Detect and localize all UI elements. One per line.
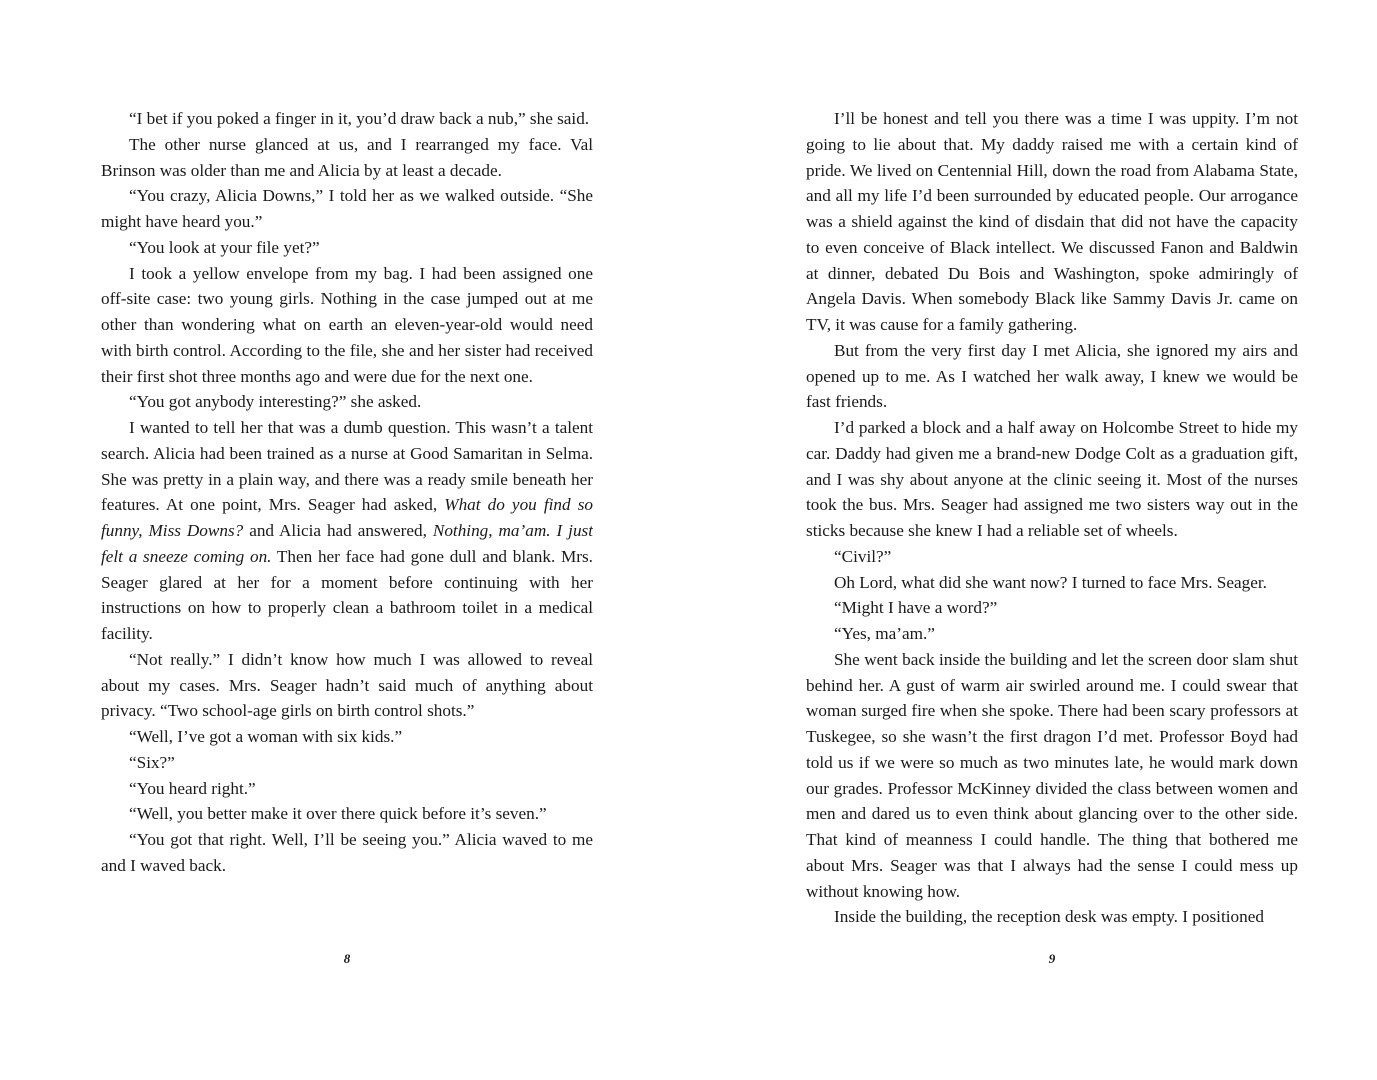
text-run: “You look at your file yet?”	[129, 237, 320, 257]
text-run: I wanted to tell her that was a dumb question. This wasn’t a talent search. Alicia had been trained as a nurse at Good Samaritan in Selma. She was pretty in a plain way, and there was a ready smile beneath her features. At one point, Mrs. Seager had asked,	[101, 418, 593, 515]
paragraph	[101, 389, 593, 415]
paragraph	[101, 132, 593, 184]
text-run: I’ll be honest and tell you there was a time I was uppity. I’m not going to lie about that. My daddy raised me with a certain kind of pride. We lived on Centennial Hill, down the road from Alabama State, and all my life I’d been surrounded by educated people. Our arrogance was a shield against the kind of disdain that did not have the capacity to even conceive of Black intellect. We discussed Fanon and Baldwin at dinner, debated Du Bois and Washington, spoke admiringly of Angela Davis. When somebody Black like Sammy Davis Jr. came on TV, it was cause for a family gathering.	[806, 109, 1298, 334]
paragraph	[806, 647, 1298, 905]
text-run: “I bet if you poked a finger in it, you’d draw back a nub,” she said.	[129, 109, 590, 128]
text-run: Then her face had gone dull and blank. Mrs. Seager glared at her for a moment before continuing with her instructions on how to properly clean a bathroom toilet in a medical facility.	[101, 546, 593, 643]
left-page	[101, 106, 593, 966]
text-run: and Alicia had answered,	[243, 521, 433, 540]
paragraph	[806, 338, 1298, 415]
text-run: “Might I have a word?”	[834, 598, 998, 618]
paragraph	[101, 106, 593, 132]
left-page-text	[101, 106, 593, 930]
paragraph	[101, 750, 593, 776]
paragraph	[101, 801, 593, 827]
text-run: “Civil?”	[834, 546, 892, 566]
paragraph	[806, 415, 1298, 544]
paragraph	[101, 415, 593, 647]
text-run: “You got anybody interesting?” she asked.	[129, 392, 422, 412]
text-run: The other nurse glanced at us, and I rearranged my face. Val Brinson was older than me and Alicia by at least a decade.	[101, 134, 593, 180]
text-run: But from the very first day I met Alicia, she ignored my airs and opened up to me. As I watched her walk away, I knew we would be fast friends.	[806, 340, 1298, 412]
right-page	[806, 106, 1298, 966]
paragraph	[101, 183, 593, 235]
text-run: Oh Lord, what did she want now? I turned to face Mrs. Seager.	[834, 572, 1267, 592]
text-run: “You got that right. Well, I’ll be seeing you.” Alicia waved to me and I waved back.	[101, 830, 593, 875]
paragraph	[101, 724, 593, 750]
paragraph	[101, 261, 593, 390]
paragraph	[101, 647, 593, 724]
text-run: “You heard right.”	[129, 778, 256, 798]
text-run: I’d parked a block and a half away on Holcombe Street to hide my car. Daddy had given me a brand-new Dodge Colt as a graduation gift, and I was shy about anyone at the clinic seeing it. Most of the nurses took the bus. Mrs. Seager had assigned me two sisters way out in the sticks because she knew I had a reliable set of wheels.	[806, 418, 1298, 540]
paragraph	[806, 570, 1298, 596]
text-run: I took a yellow envelope from my bag. I had been assigned one off-site case: two young girls. Nothing in the case jumped out at me other than wondering what on earth an eleven-year-old would need with birth control. According to the file, she and her sister had received their first shot three months ago and were due for the next one.	[101, 263, 593, 386]
italic-text: What do you find so funny, Miss Downs?	[101, 495, 593, 540]
paragraph	[101, 235, 593, 261]
page-number: 9	[1048, 951, 1056, 966]
text-run: “You crazy, Alicia Downs,” I told her as we walked outside. “She might have heard you.”	[101, 186, 593, 231]
paragraph	[806, 595, 1298, 621]
text-run: Inside the building, the reception desk was empty. I positioned	[834, 907, 1264, 927]
paragraph	[101, 776, 593, 802]
text-run: “Yes, ma’am.”	[834, 624, 935, 643]
text-run: She went back inside the building and let the screen door slam shut behind her. A gust of warm air swirled around me. I could swear that woman surged fire when she spoke. There had been scary professors at Tuskegee, so she wasn’t the first dragon I’d met. Professor Boyd had told us if we were so much as two minutes late, he would mark down our grades. Professor McKinney divided the class between women and men and dared us to even think about glancing over to the other side. That kind of meanness I could handle. The thing that bothered me about Mrs. Seager was that I always had the sense I could mess up without knowing how.	[806, 649, 1298, 901]
paragraph	[806, 544, 1298, 570]
paragraph	[101, 827, 593, 879]
paragraph	[806, 106, 1298, 338]
text-run: “Not really.” I didn’t know how much I was allowed to reveal about my cases. Mrs. Seager hadn’t said much of anything about privacy. “Two school-age girls on birth control shots.”	[101, 649, 593, 721]
paragraph	[806, 621, 1298, 647]
text-run: “Six?”	[129, 752, 175, 772]
text-run: “Well, you better make it over there quick before it’s seven.”	[129, 804, 547, 824]
italic-text: Nothing, ma’am. I just felt a sneeze coming on.	[101, 521, 593, 566]
paragraph	[806, 904, 1298, 930]
right-page-text	[806, 106, 1298, 930]
text-run: “Well, I’ve got a woman with six kids.”	[129, 727, 403, 746]
page-number: 8	[343, 951, 351, 966]
